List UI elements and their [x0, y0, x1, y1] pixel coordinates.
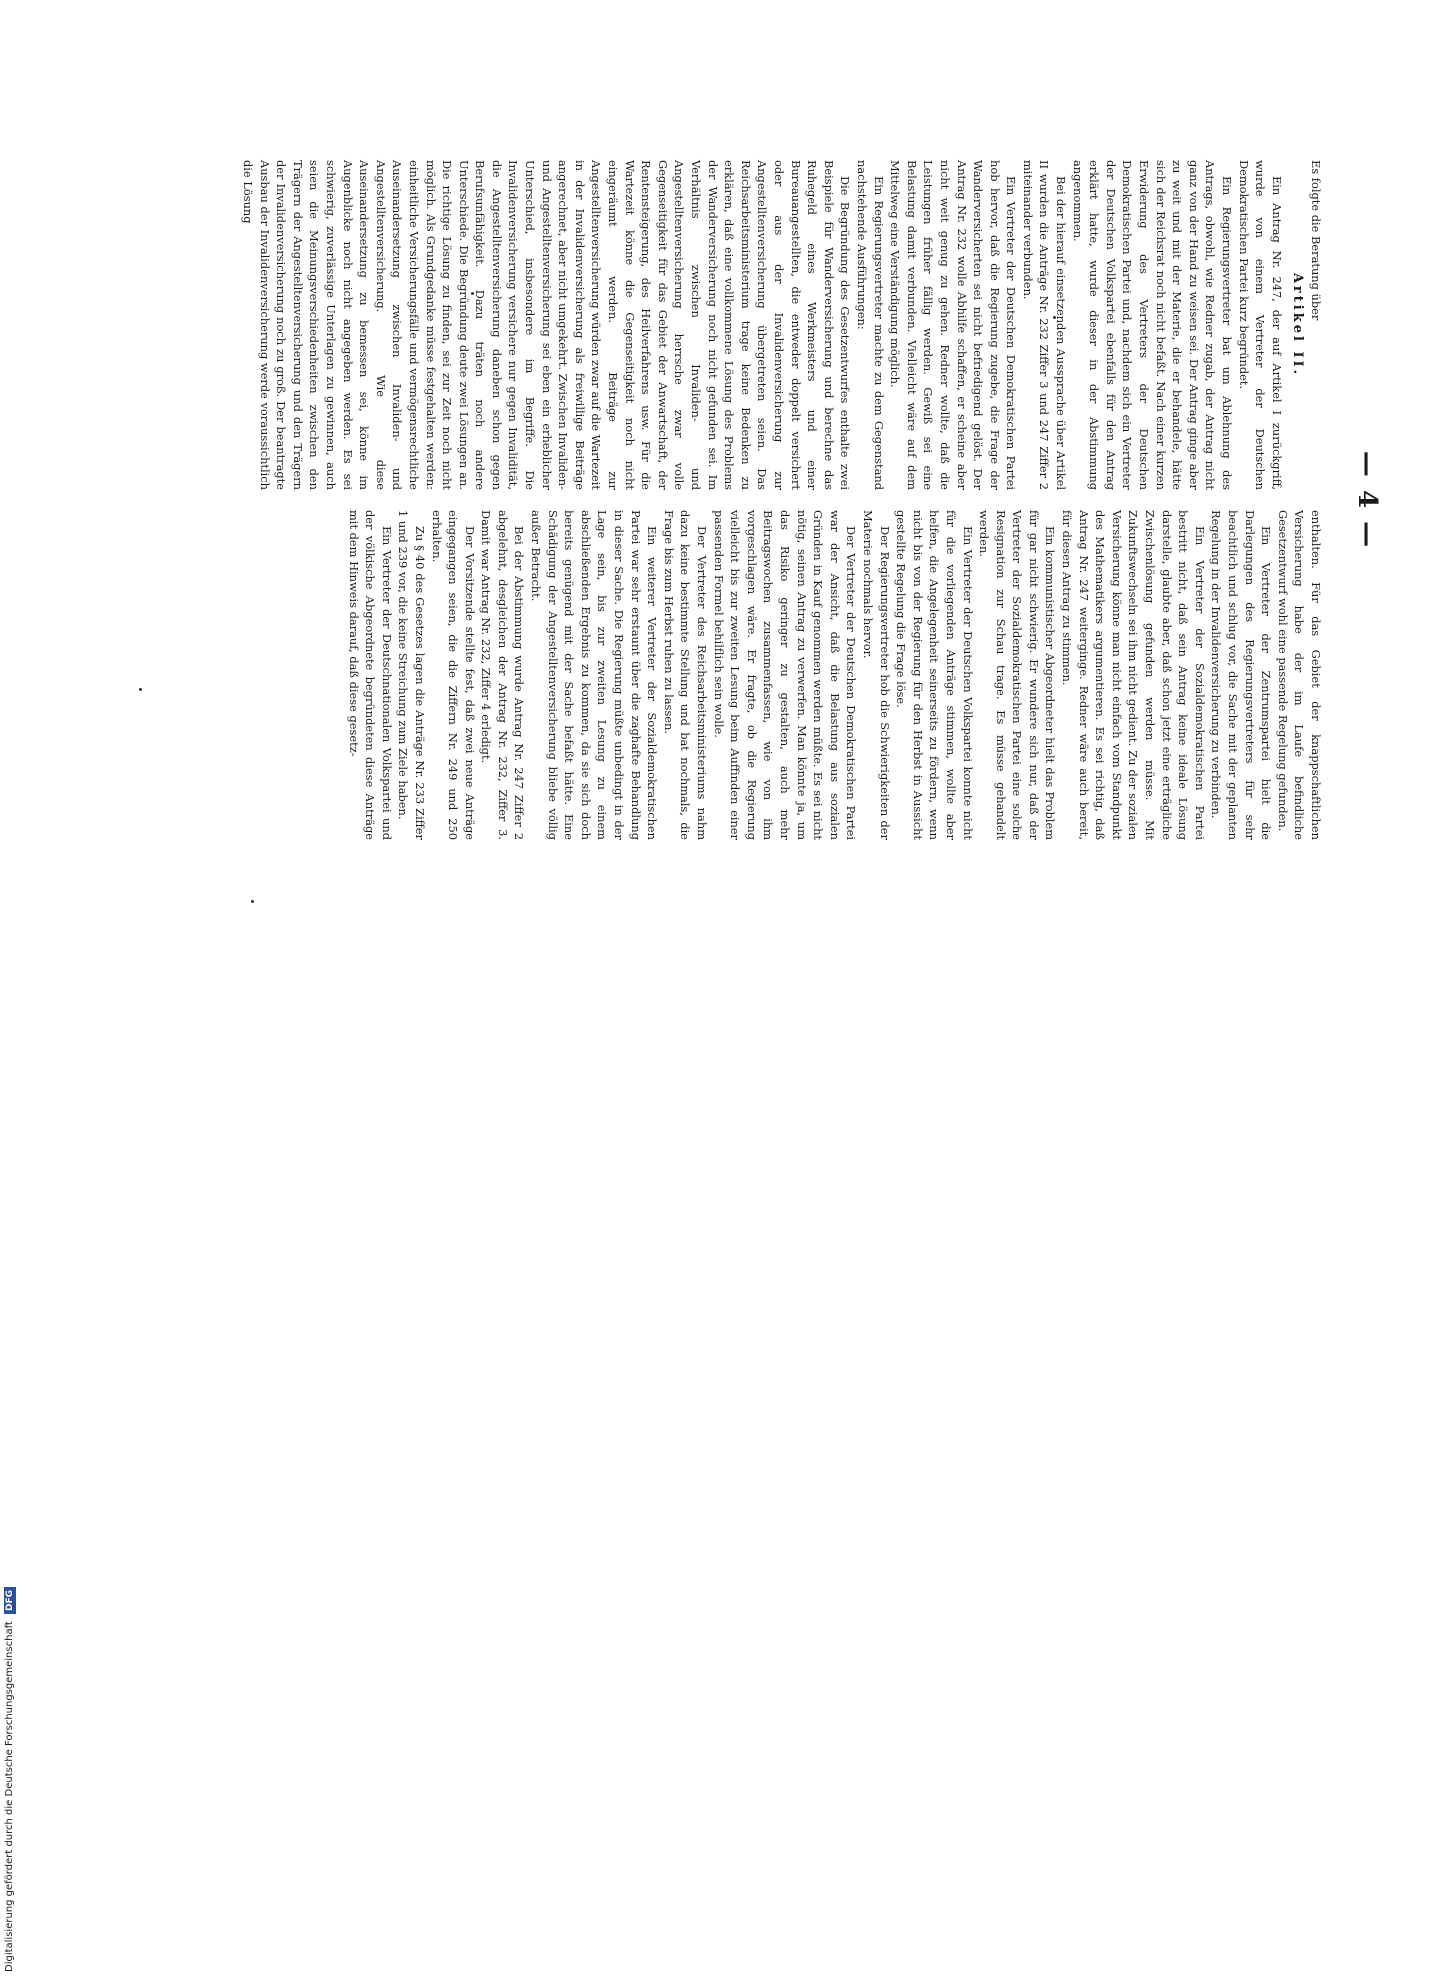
page-number: — 4 — — [1352, 450, 1382, 550]
paragraph: Ein Vertreter der Deutschen Demokratischen Partei hob hervor, daß die Regierung zugebe, die Frage der Wanderversicherten sei nicht befriedigend gelöst. Der Antrag Nr. 232 wolle Abhilfe schaffen, er scheine aber nicht weit genug zu gehen. Redner wollte, daß die Leistungen früher fällig werden. Gewiß sei eine Belastung damit verbunden. Vielleicht wäre auf dem Mittelweg eine Verständigung möglich. — [888, 160, 1019, 490]
paragraph: Bei der Abstimmung wurde Antrag Nr. 247 Ziffer 2 abgelehnt, desgleichen der Antrag Nr. 232, Ziffer 3. Damit war Antrag Nr. 232, Ziffer 4 erledigt. — [479, 510, 527, 840]
paragraph: Ein Regierungsvertreter machte zu dem Gegenstand nachstehende Ausführungen: — [854, 160, 886, 490]
scan-speck — [139, 688, 142, 691]
paragraph: Ein Antrag Nr. 247, der auf Artikel I zurückgriff, wurde von einem Vertreter der Deutschen Demokratischen Partei kurz begründet. — [1236, 160, 1284, 490]
paragraph: Ein Vertreter der Zentrumspartei hielt die Darlegungen des Regierungsvertreters für sehr beachtlich und schlug vor, die Sache mit der geplanten Regelung in der Invalidenversicherung zu verbinden. — [1209, 510, 1274, 840]
paragraph: Ein weiterer Vertreter der Sozialdemokratischen Partei war sehr erstaunt über die zaghafte Behandlung in dieser Sache. Die Regierung müßte unbedingt in der Lage sein, bis zur zweiten Lesung zu einem abschließenden Ergebnis zu kommen, da sie sich doch bereits genügend mit der Sache befaßt hätte. Eine Schädigung der Angestelltenversicherung bliebe völlig außer Betracht. — [529, 510, 660, 840]
paragraph: Ein Regierungsvertreter bat um Ablehnung des Antrags, obwohl, wie Redner zugab, der Antrag nicht ganz von der Hand zu weisen sei. Der Antrag ginge aber zu weit und mit der Materie, die er behandele, hätte sich der Reichsrat noch nicht befaßt. Nach einer kurzen Erwiderung des Vertreters der Deutschen Demokratischen Partei und, nachdem sich ein Vertreter der Deutschen Volkspartei ebenfalls für den Antrag erklärt hatte, wurde dieser in der Abstimmung angenommen. — [1070, 160, 1235, 490]
paragraph: Ein Vertreter der Deutschen Volkspartei konnte nicht für die vorliegenden Anträge stimmen, wollte aber helfen, die Angelegenheit seinerseits zu fördern, wenn nicht bis von der Regierung für den Herbst in Aussicht gestellte Regelung die Frage löse. — [894, 510, 975, 840]
paragraph: Zu § 40 des Gesetzes lagen die Anträge Nr. 233 Ziffer 1 und 239 vor, die keine Streichung zum Ziele haben. — [396, 510, 427, 840]
paragraph: enthalten. Für das Gebiet der knappschaftlichen Versicherung habe der im Laufe befindliche Gesetzentwurf wohl eine passende Regelung gefunden. — [1275, 510, 1323, 840]
paragraph: Der Regierungsvertreter hob die Schwierigkeiten der Materie nochmals hervor. — [860, 510, 892, 840]
section-intro: Es folgte die Beratung über — [1309, 160, 1323, 321]
left-column — [239, 160, 1324, 490]
paragraph: Ein Vertreter der Deutschnationalen Volkspartei und der völkische Abgeordnete begründeten diese Anträge mit dem Hinweis darauf, daß diese gesetz- — [346, 510, 394, 840]
digitization-credit-text: Digitalisierung gefördert durch die Deutsche Forschungsgemeinschaft — [4, 1621, 15, 1972]
scan-speck — [251, 900, 254, 903]
dfg-logo: DFG — [4, 1587, 16, 1614]
digitization-credit — [0, 980, 20, 1980]
paragraph: Der Vertreter des Reichsarbeitsministeriums nahm dazu keine bestimmte Stellung und bat nochmals, die Frage bis zum Herbst ruhen zu lassen. — [661, 510, 710, 840]
paragraph: Die Begründung des Gesetzentwurfes enthalte zwei Beispiele für Wanderversicherung und berechne das Ruhegeld eines Werkmeisters und einer Bureauangestellten, die entweder doppelt versichert oder aus der Invalidenversicherung zur Angestelltenversicherung übergetreten seien. Das Reichsarbeitsministerium trage keine Bedenken zu erklären, daß eine vollkommene Lösung des Problems der Wanderversicherung noch nicht gefunden sei. Im Verhältnis zwischen Invaliden- und Angestelltenversicherung herrsche zwar volle Gegenseitigkeit für das Gebiet der Anwartschaft, der Rentensteigerung, des Heilverfahrens usw. Für die Wartezeit könne die Gegenseitigkeit noch nicht eingeräumt werden. Beiträge zur Angestelltenversicherung würden zwar auf die Wartezeit in der Invalidenversicherung als freiwillige Beiträge angerechnet, aber nicht umgekehrt. Zwischen Invaliden- und Angestelltenversicherung sei eben ein erheblicher Unterschied, insbesondere im Begriffe. Die Invalidenversicherung versichere nur gegen Invalidität, die Angestelltenversicherung daneben schon gegen Berufsunfähigkeit. Dazu träten noch andere Unterschiede. Die Begründung deute zwei Lösungen an. Die richtige Lösung zu finden, sei zur Zeit noch nicht möglich. Als Grundgedanke müsse festgehalten werden: einheitliche Versicherungsfälle und vermögensrechtliche Auseinandersetzung zwischen Invaliden- und Angestelltenversicherung. Wie diese Auseinandersetzung zu bemessen sei, könne im Augenblicke noch nicht angegeben werden. Es sei schwierig, zuverlässige Unterlagen zu gewinnen, auch seien die Meinungsverschiedenheiten zwischen den Trägern der Angestelltenversicherung und den Trägern der Invalidenversicherung noch zu groß. Der beantragte Ausbau der Invalidenversicherung werde voraussichtlich die Lösung — [241, 160, 853, 490]
paragraph: Der Vorsitzende stellte fest, daß zwei neue Anträge eingegangen seien, die die Ziffern Nr. 249 und 250 erhalten. — [429, 510, 477, 840]
right-column — [345, 510, 1324, 840]
section-heading: Artikel II. — [1290, 272, 1306, 378]
paragraph: Ein kommunistischer Abgeordneter hielt das Problem für gar nicht schwierig. Er wundere sich nur, daß der Vertreter der Sozialdemokratischen Partei eine solche Resignation zur Schau trage. Es müsse gehandelt werden. — [977, 510, 1058, 840]
paragraph: Der Vertreter der Deutschen Demokratischen Partei war der Ansicht, daß die Belastung aus sozialen Gründen in Kauf genommen werden müßte. Es sei nicht nötig, seinen Antrag zu verwerfen. Man könnte ja, um das Risiko geringer zu gestalten, auch mehr Beitragswochen zusammenfassen, wie von ihm vorgeschlagen wäre. Er fragte, ob die Regierung vielleicht bis zur zweiten Lesung beim Auffinden einer passenden Formel behilflich sein wolle. — [711, 510, 859, 840]
paragraph: Bei der hierauf einsetzenden Aussprache über Artikel II wurden die Anträge Nr. 232 Ziffer 3 und 247 Ziffer 2 miteinander verbunden. — [1020, 160, 1069, 490]
paragraph: Ein Vertreter der Sozialdemokratischen Partei bestritt nicht, daß sein Antrag keine ideale Lösung darstelle, glaubte aber, daß schon jetzt eine erträgliche Zwischenlösung gefunden werden müsse. Mit Zukunftswechseln sei ihm nicht gedient. Zu der sozialen Versicherung könne man nicht einfach vom Standpunkt des Mathematikers argumentieren. Es sei richtig, daß Antrag Nr. 247 weiterginge. Redner wäre auch bereit, für diesen Antrag zu stimmen. — [1060, 510, 1207, 840]
